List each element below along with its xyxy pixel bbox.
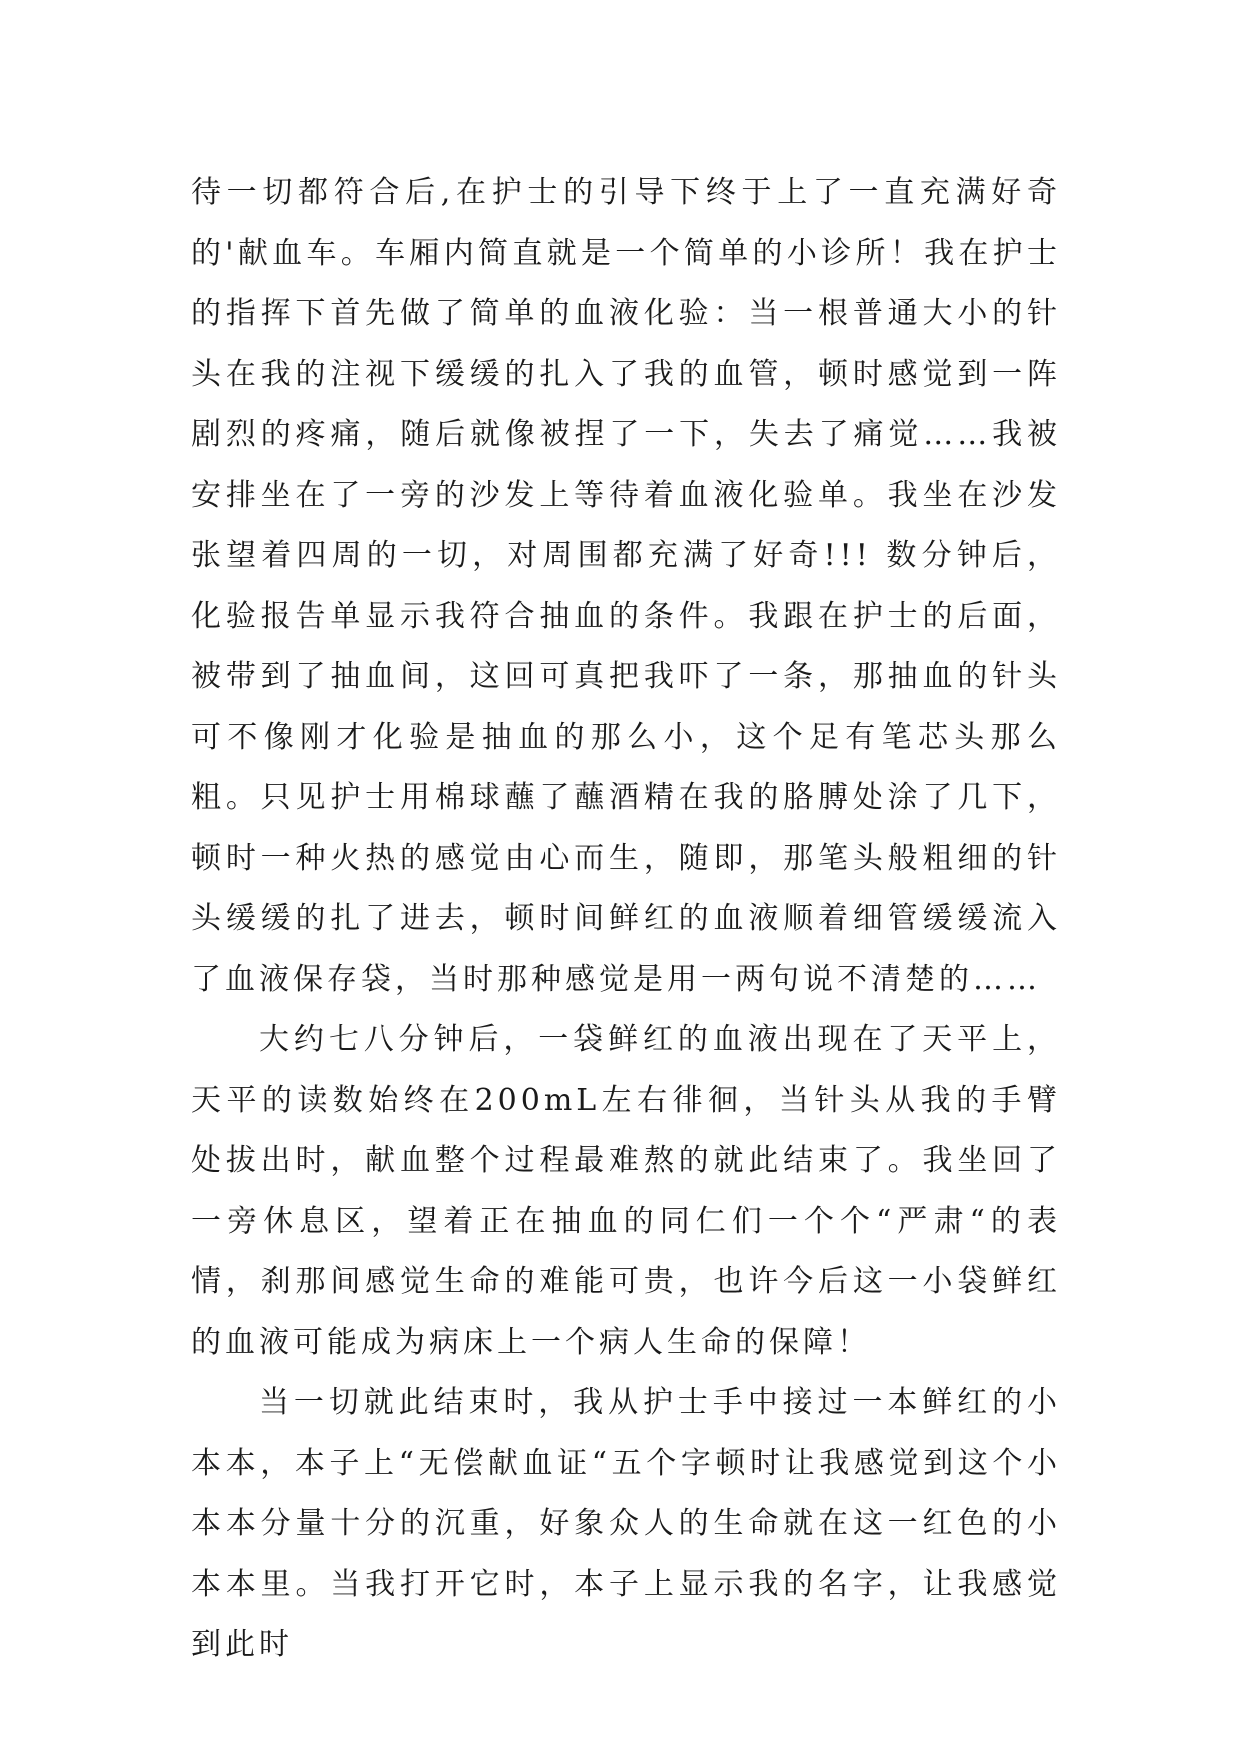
paragraph-2: 大约七八分钟后，一袋鲜红的血液出现在了天平上，天平的读数始终在200mL左右徘徊，当针头从我的手臂处拔出时，献血整个过程最难熬的就此结束了。我坐回了一旁休息区，望着正在抽血的同仁们一个个“严肃“的表情，刹那间感觉生命的难能可贵，也许今后这一小袋鲜红的血液可能成为病床上一个病人生命的保障！ (191, 1022, 1061, 1360)
paragraph-1: 待一切都符合后,在护士的引导下终于上了一直充满好奇的'献血车。车厢内简直就是一个简单的小诊所！我在护士的指挥下首先做了简单的血液化验：当一根普通大小的针头在我的注视下缓缓的扎入了我的血管，顿时感觉到一阵剧烈的疼痛，随后就像被捏了一下，失去了痛觉……我被安排坐在了一旁的沙发上等待着血液化验单。我坐在沙发张望着四周的一切，对周围都充满了好奇!!! 数分钟后，化验报告单显示我符合抽血的条件。我跟在护士的后面，被带到了抽血间，这回可真把我吓了一条，那抽血的针头可不像刚才化验是抽血的那么小，这个足有笔芯头那么粗。只见护士用棉球蘸了蘸酒精在我的胳膊处涂了几下，顿时一种火热的感觉由心而生，随即，那笔头般粗细的针头缓缓的扎了进去，顿时间鲜红的血液顺着细管缓缓流入了血液保存袋，当时那种感觉是用一两句说不清楚的…… (191, 175, 1061, 997)
paragraph-3: 当一切就此结束时，我从护士手中接过一本鲜红的小本本，本子上“无偿献血证“五个字顿时让我感觉到这个小本本分量十分的沉重，好象众人的生命就在这一红色的小本本里。当我打开它时，本子上显示我的名字，让我感觉到此时 (191, 1385, 1061, 1662)
body-text (191, 163, 1061, 1676)
